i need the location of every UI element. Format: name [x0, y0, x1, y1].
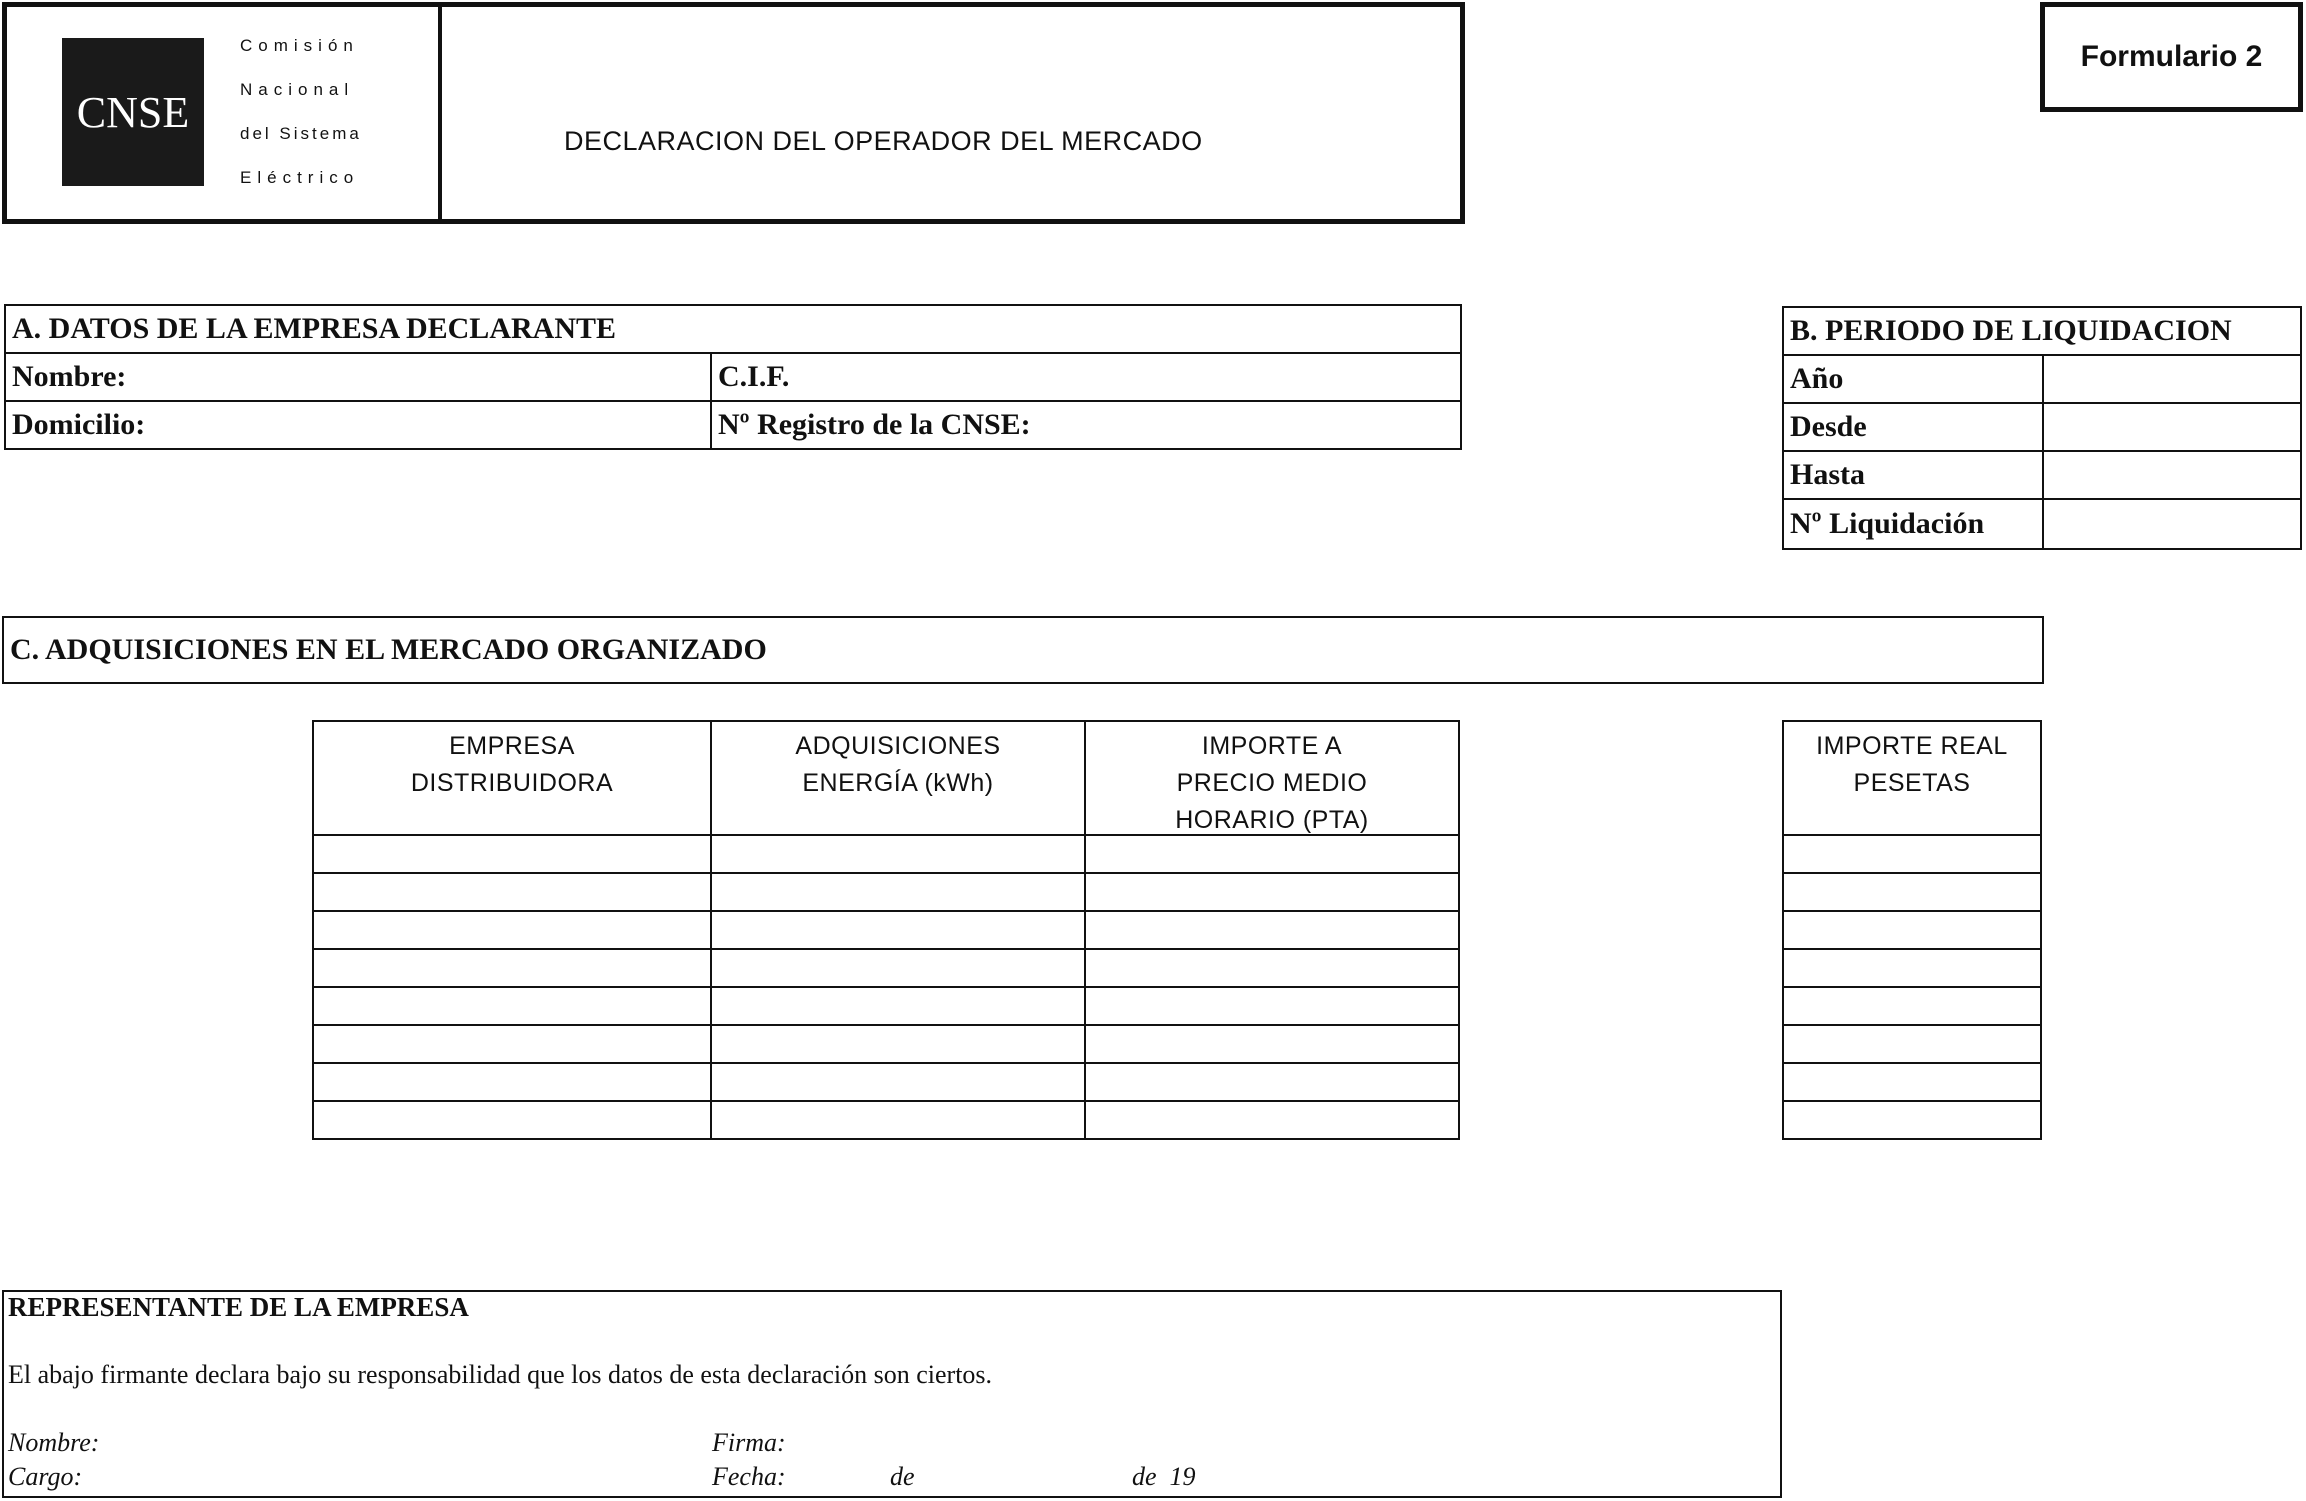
cell-empresa-4[interactable] — [312, 948, 712, 988]
cell-empresa-3[interactable] — [312, 910, 712, 950]
cell-importe-7[interactable] — [1084, 1062, 1460, 1102]
col-header-importe-real-l1: IMPORTE REAL — [1816, 732, 2008, 760]
registro-field[interactable]: Nº Registro de la CNSE: — [710, 400, 1462, 450]
section-a-title: A. DATOS DE LA EMPRESA DECLARANTE — [4, 304, 1462, 354]
cell-adquisiciones-1[interactable] — [710, 834, 1086, 874]
logo-line-3: del Sistema — [240, 124, 362, 143]
cell-adquisiciones-3[interactable] — [710, 910, 1086, 950]
rep-fecha-de-2: de 19 — [1132, 1462, 1196, 1491]
header-divider — [438, 2, 442, 224]
rep-nombre-label: Nombre: — [8, 1428, 100, 1457]
col-header-importe-real-l2: PESETAS — [1853, 769, 1971, 797]
col-header-empresa-l2: DISTRIBUIDORA — [410, 769, 614, 797]
cell-empresa-5[interactable] — [312, 986, 712, 1026]
cell-importe-4[interactable] — [1084, 948, 1460, 988]
rep-fecha-de-1: de — [890, 1462, 915, 1491]
cell-importe-1[interactable] — [1084, 834, 1460, 874]
cell-empresa-2[interactable] — [312, 872, 712, 912]
cell-adquisiciones-2[interactable] — [710, 872, 1086, 912]
periodo-label-liquidacion: Nº Liquidación — [1782, 498, 2044, 550]
cell-importe-real-5[interactable] — [1782, 986, 2042, 1026]
rep-fecha-label: Fecha: — [712, 1462, 786, 1491]
cell-empresa-7[interactable] — [312, 1062, 712, 1102]
col-header-importe-l3: HORARIO (PTA) — [1175, 806, 1369, 834]
col-header-importe — [1084, 720, 1460, 836]
periodo-value-hasta[interactable] — [2042, 450, 2302, 500]
cell-importe-2[interactable] — [1084, 872, 1460, 912]
page-title: DECLARACION DEL OPERADOR DEL MERCADO — [564, 126, 1203, 156]
logo-line-1: Comisión — [240, 36, 359, 55]
representante-title: REPRESENTANTE DE LA EMPRESA — [8, 1292, 469, 1322]
col-header-importe-l1: IMPORTE A — [1201, 732, 1343, 760]
col-header-empresa-l1: EMPRESA — [449, 732, 575, 760]
col-header-importe-real — [1782, 720, 2042, 836]
periodo-value-liquidacion[interactable] — [2042, 498, 2302, 550]
logo-line-2: Nacional — [240, 80, 355, 99]
periodo-label-ano: Año — [1782, 354, 2044, 404]
periodo-value-ano[interactable] — [2042, 354, 2302, 404]
cell-importe-real-8[interactable] — [1782, 1100, 2042, 1140]
cell-importe-5[interactable] — [1084, 986, 1460, 1026]
cell-adquisiciones-5[interactable] — [710, 986, 1086, 1026]
col-header-adquisiciones — [710, 720, 1086, 836]
header-box — [2, 2, 1465, 224]
declaration-text: El abajo firmante declara bajo su responsabilidad que los datos de esta declaración son ciertos. — [8, 1360, 993, 1389]
section-b-title: B. PERIODO DE LIQUIDACION — [1782, 306, 2302, 356]
logo-line-4: Eléctrico — [240, 168, 360, 187]
domicilio-field[interactable]: Domicilio: — [4, 400, 712, 450]
cell-adquisiciones-6[interactable] — [710, 1024, 1086, 1064]
cell-empresa-6[interactable] — [312, 1024, 712, 1064]
cell-adquisiciones-8[interactable] — [710, 1100, 1086, 1140]
periodo-label-desde: Desde — [1782, 402, 2044, 452]
cif-field[interactable]: C.I.F. — [710, 352, 1462, 402]
cell-importe-real-3[interactable] — [1782, 910, 2042, 950]
rep-cargo-label: Cargo: — [8, 1462, 83, 1491]
cell-importe-8[interactable] — [1084, 1100, 1460, 1140]
nombre-field[interactable]: Nombre: — [4, 352, 712, 402]
col-header-adquisiciones-l1: ADQUISICIONES — [795, 732, 1001, 760]
cell-importe-real-6[interactable] — [1782, 1024, 2042, 1064]
logo-mark: CNSE — [76, 87, 190, 137]
cell-adquisiciones-7[interactable] — [710, 1062, 1086, 1102]
form-label-box — [2040, 2, 2303, 112]
cell-importe-real-1[interactable] — [1782, 834, 2042, 874]
rep-firma-label: Firma: — [712, 1428, 786, 1457]
form-label: Formulario 2 — [2080, 40, 2263, 73]
col-header-empresa — [312, 720, 712, 836]
cell-empresa-8[interactable] — [312, 1100, 712, 1140]
section-c-title: C. ADQUISICIONES EN EL MERCADO ORGANIZADO — [2, 616, 2044, 684]
col-header-importe-l2: PRECIO MEDIO — [1176, 769, 1368, 797]
cell-importe-real-2[interactable] — [1782, 872, 2042, 912]
periodo-label-hasta: Hasta — [1782, 450, 2044, 500]
col-header-adquisiciones-l2: ENERGÍA (kWh) — [802, 769, 994, 797]
cell-empresa-1[interactable] — [312, 834, 712, 874]
cell-importe-real-7[interactable] — [1782, 1062, 2042, 1102]
cell-importe-real-4[interactable] — [1782, 948, 2042, 988]
cell-importe-6[interactable] — [1084, 1024, 1460, 1064]
cell-adquisiciones-4[interactable] — [710, 948, 1086, 988]
cnse-logo — [62, 38, 204, 186]
periodo-value-desde[interactable] — [2042, 402, 2302, 452]
cell-importe-3[interactable] — [1084, 910, 1460, 950]
